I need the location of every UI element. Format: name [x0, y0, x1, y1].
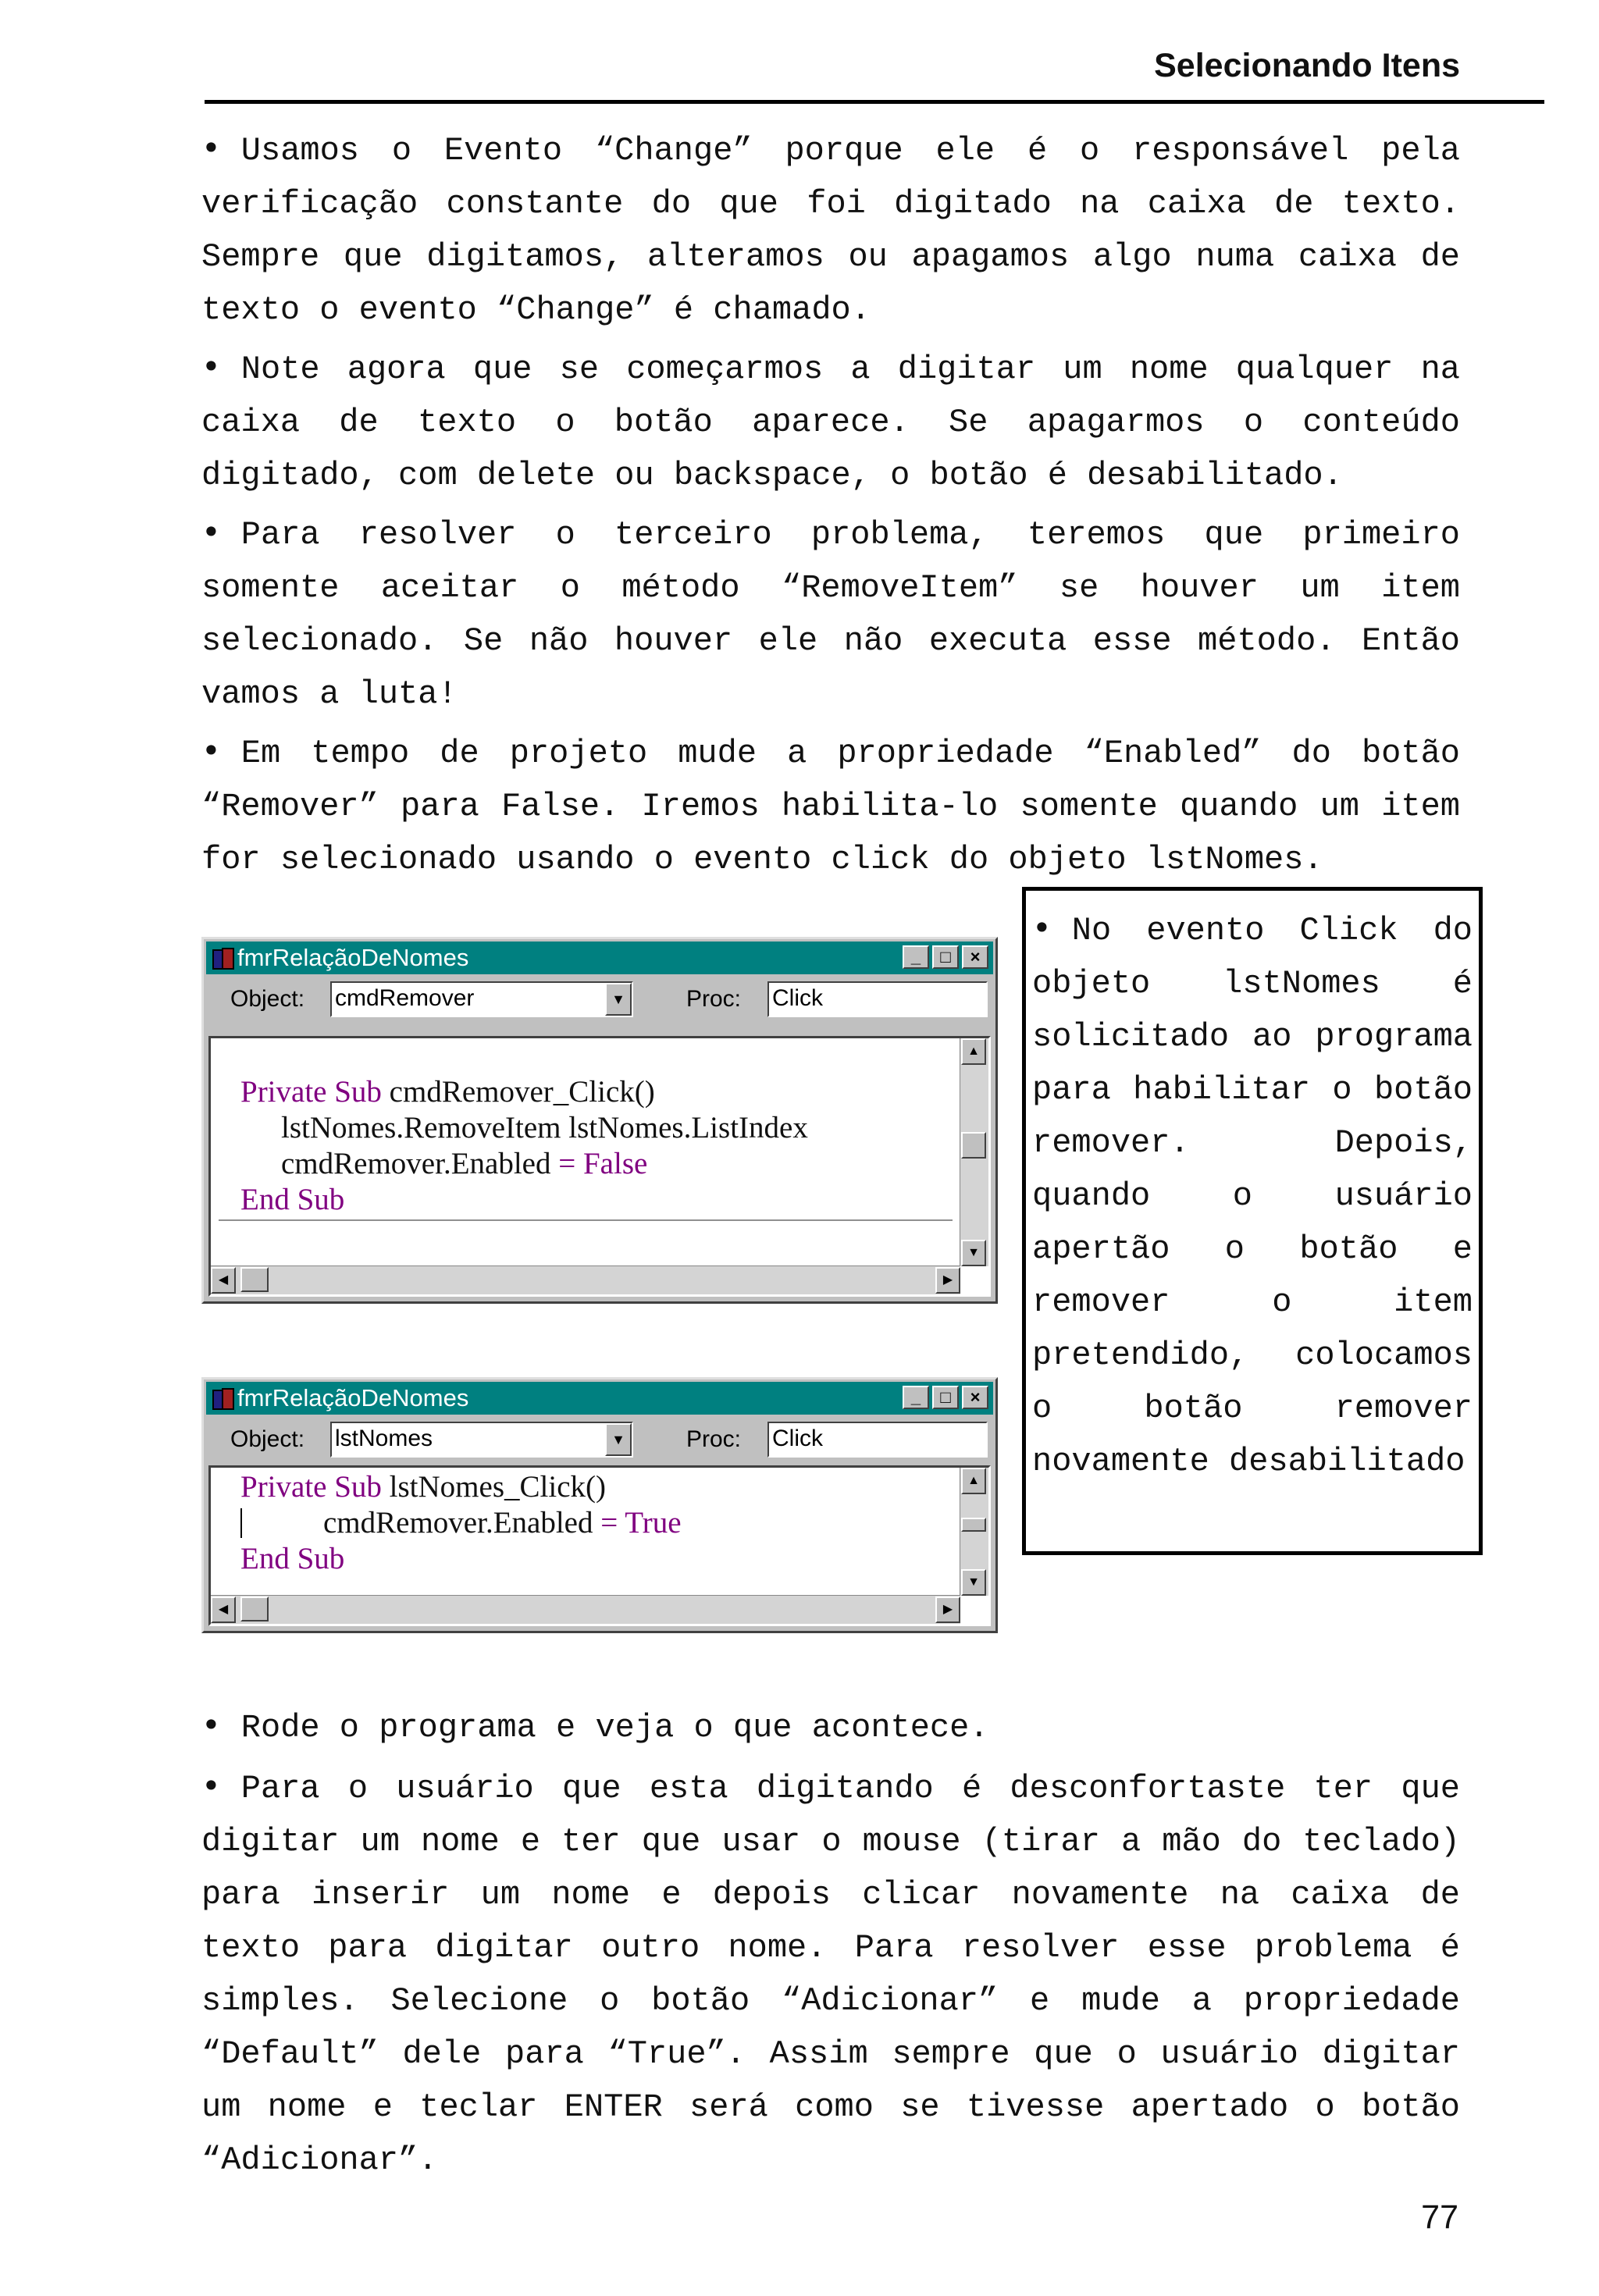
code-text: cmdRemover_Click() [381, 1075, 655, 1109]
bullet: • [201, 1706, 221, 1744]
code-text: lstNomes_Click() [381, 1470, 606, 1504]
scroll-up-icon[interactable]: ▲ [961, 1468, 986, 1494]
object-combo[interactable] [330, 1422, 633, 1458]
code-line [240, 1541, 682, 1577]
bullet: • [201, 129, 221, 167]
minimize-button[interactable]: _ [903, 1386, 929, 1409]
scroll-thumb[interactable] [961, 1518, 986, 1532]
code-keyword: Private Sub [240, 1470, 382, 1504]
side-note-box [1022, 887, 1483, 1555]
scroll-down-icon[interactable]: ▼ [961, 1240, 986, 1266]
vb-project-icon [211, 946, 234, 970]
paragraph-enabled-property [201, 724, 1460, 886]
bullet: • [1032, 909, 1052, 947]
scroll-up-icon[interactable]: ▲ [961, 1038, 986, 1065]
bullet: • [201, 513, 221, 551]
scroll-left-icon[interactable]: ◀ [211, 1597, 236, 1623]
object-combo-value: lstNomes [335, 1426, 433, 1451]
paragraph-text: Rode o programa e veja o que acontece. [240, 1709, 989, 1746]
paragraph-text: Em tempo de projeto mude a propriedade “Enabled” do botão “Remover” para False. Iremos habilita-lo somente quando um item for selecionado usando o evento click do objeto lstNomes. [201, 735, 1460, 878]
proc-label: Proc: [686, 1426, 742, 1452]
scroll-right-icon[interactable]: ▶ [935, 1267, 960, 1294]
horizontal-scrollbar[interactable] [211, 1595, 960, 1624]
vertical-scrollbar[interactable] [960, 1468, 988, 1596]
paragraph-default-property [201, 1760, 1460, 2187]
object-proc-bar [204, 977, 995, 1022]
code-keyword: False [575, 1147, 648, 1180]
object-label: Object: [230, 1426, 305, 1452]
object-combo-value: cmdRemover [335, 985, 475, 1011]
proc-label: Proc: [686, 986, 742, 1012]
scroll-down-icon[interactable]: ▼ [961, 1569, 986, 1596]
code-operator: = [600, 1506, 618, 1540]
proc-combo[interactable] [767, 981, 988, 1017]
header-rule [205, 100, 1544, 104]
paragraph-text: Para resolver o terceiro problema, teremos que primeiro somente aceitar o método “RemoveItem” se houver um item selecionado. Se não houver ele não executa esse método. Então vamos a luta! [201, 516, 1460, 713]
close-button[interactable]: × [962, 945, 988, 969]
scroll-thumb[interactable] [240, 1267, 269, 1292]
chevron-down-icon[interactable]: ▼ [605, 983, 632, 1016]
text-caret [240, 1508, 242, 1538]
code-operator: = [558, 1147, 576, 1180]
paragraph-text: Para o usuário que esta digitando é desconfortaste ter que digitar um nome e ter que usar o mouse (tirar a mão do teclado) para inserir um nome e depois clicar novamente na caixa de texto para digitar outro nome. Para resolver esse problema é simples. Selecione o botão “Adicionar” e mude a propriedade “Default” dele para “True”. Assim sempre que o usuário digitar um nome e teclar ENTER será como se tivesse apertado o botão “Adicionar”. [201, 1770, 1460, 2179]
paragraph-change-event [201, 122, 1460, 336]
scroll-right-icon[interactable]: ▶ [935, 1597, 960, 1623]
code-keyword: True [618, 1506, 682, 1540]
code-line [240, 1110, 808, 1146]
window-title: fmrRelaçãoDeNomes [237, 944, 469, 971]
maximize-button[interactable]: □ [932, 945, 959, 969]
code-window-lstnomes [201, 1377, 998, 1633]
scroll-left-icon[interactable]: ◀ [211, 1267, 236, 1294]
window-title: fmrRelaçãoDeNomes [237, 1384, 469, 1411]
maximize-button[interactable]: □ [932, 1386, 959, 1409]
code-editor[interactable] [208, 1036, 991, 1297]
side-note-text: No evento Click do objeto lstNomes é solicitado ao programa para habilitar o botão remover. Depois, quando o usuário apertão o botão e remover o item pretendido, colocamos o botão remover novamente desabilitado [1032, 912, 1473, 1480]
running-header: Selecionando Itens [1154, 47, 1460, 84]
object-proc-bar [204, 1417, 995, 1462]
code-keyword: End Sub [240, 1542, 345, 1575]
chevron-down-icon[interactable]: ▼ [605, 1423, 632, 1456]
code-keyword: Private Sub [240, 1075, 382, 1109]
code-editor[interactable] [208, 1465, 991, 1626]
vertical-scrollbar[interactable] [960, 1038, 988, 1266]
paragraph-button-appears [201, 340, 1460, 502]
paragraph-run-program [201, 1699, 1460, 1754]
procedure-separator [219, 1219, 953, 1221]
scroll-thumb[interactable] [961, 1132, 986, 1159]
code-line [240, 1469, 682, 1505]
code-line [240, 1182, 808, 1218]
proc-combo-value: Click [772, 985, 823, 1011]
code-keyword: End Sub [240, 1183, 345, 1216]
code-text: cmdRemover.Enabled [323, 1506, 601, 1540]
bullet: • [201, 732, 221, 770]
code-line [240, 1074, 808, 1110]
object-combo[interactable] [330, 981, 633, 1017]
code-line [240, 1146, 808, 1182]
close-button[interactable]: × [962, 1386, 988, 1409]
window-title-bar [206, 942, 993, 974]
code-line [240, 1505, 682, 1541]
side-note [1026, 891, 1479, 1488]
paragraph-third-problem [201, 506, 1460, 721]
paragraph-text: Note agora que se começarmos a digitar um nome qualquer na caixa de texto o botão aparece. Se apagarmos o conteúdo digitado, com delete ou backspace, o botão é desabilitado. [201, 351, 1460, 494]
horizontal-scrollbar[interactable] [211, 1265, 960, 1294]
proc-combo[interactable] [767, 1422, 988, 1458]
page-number: 77 [1421, 2198, 1458, 2236]
bullet: • [201, 347, 221, 386]
paragraph-text: Usamos o Evento “Change” porque ele é o responsável pela verificação constante do que foi digitado na caixa de texto. Sempre que digitamos, alteramos ou apagamos algo numa caixa de texto o evento “Change” é chamado. [201, 132, 1460, 329]
minimize-button[interactable]: _ [903, 945, 929, 969]
proc-combo-value: Click [772, 1426, 823, 1451]
object-label: Object: [230, 986, 305, 1012]
window-title-bar [206, 1382, 993, 1415]
vb-project-icon [211, 1386, 234, 1410]
code-text: cmdRemover.Enabled [281, 1147, 559, 1180]
scroll-thumb[interactable] [240, 1597, 269, 1621]
code-window-cmdremover [201, 937, 998, 1304]
code-text: lstNomes.RemoveItem lstNomes.ListIndex [281, 1111, 808, 1144]
bullet: • [201, 1767, 221, 1805]
